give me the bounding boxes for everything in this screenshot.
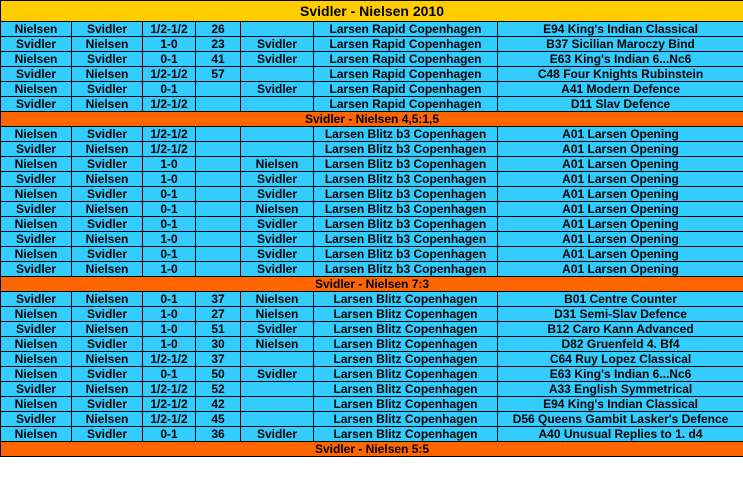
white-cell: Nielsen [1,427,72,442]
white-cell: Nielsen [1,307,72,322]
black-cell: Nielsen [72,412,143,427]
white-cell: Nielsen [1,187,72,202]
moves-cell [196,127,241,142]
winner-cell [241,352,314,367]
event-cell: Larsen Rapid Copenhagen [314,82,498,97]
winner-cell: Svidler [241,322,314,337]
white-cell: Nielsen [1,22,72,37]
table-row [1,142,743,157]
result-cell: 1-0 [143,232,196,247]
white-cell: Svidler [1,412,72,427]
winner-cell [241,22,314,37]
opening-cell: B37 Sicilian Maroczy Bind [498,37,743,52]
moves-cell [196,142,241,157]
winner-cell: Nielsen [241,202,314,217]
event-cell: Larsen Blitz Copenhagen [314,352,498,367]
winner-cell: Svidler [241,427,314,442]
black-cell: Nielsen [72,352,143,367]
result-cell: 1/2-1/2 [143,412,196,427]
event-cell: Larsen Blitz b3 Copenhagen [314,262,498,277]
result-cell: 1/2-1/2 [143,352,196,367]
moves-cell [196,217,241,232]
moves-cell: 42 [196,397,241,412]
winner-cell: Svidler [241,262,314,277]
winner-cell [241,67,314,82]
black-cell: Nielsen [72,232,143,247]
table-row [1,217,743,232]
black-cell: Svidler [72,187,143,202]
moves-cell [196,232,241,247]
table-row [1,157,743,172]
opening-cell: A01 Larsen Opening [498,247,743,262]
white-cell: Nielsen [1,127,72,142]
event-cell: Larsen Rapid Copenhagen [314,97,498,112]
table-row [1,382,743,397]
white-cell: Nielsen [1,367,72,382]
moves-cell: 41 [196,52,241,67]
black-cell: Nielsen [72,37,143,52]
winner-cell: Svidler [241,217,314,232]
result-cell: 0-1 [143,82,196,97]
moves-cell [196,172,241,187]
moves-cell: 27 [196,307,241,322]
black-cell: Nielsen [72,322,143,337]
moves-cell: 36 [196,427,241,442]
black-cell: Nielsen [72,202,143,217]
result-cell: 1/2-1/2 [143,397,196,412]
opening-cell: E94 King's Indian Classical [498,397,743,412]
black-cell: Nielsen [72,262,143,277]
winner-cell: Nielsen [241,157,314,172]
opening-cell: C48 Four Knights Rubinstein [498,67,743,82]
white-cell: Nielsen [1,247,72,262]
winner-cell: Nielsen [241,337,314,352]
result-cell: 1/2-1/2 [143,382,196,397]
opening-cell: D56 Queens Gambit Lasker's Defence [498,412,743,427]
opening-cell: A01 Larsen Opening [498,262,743,277]
result-cell: 0-1 [143,187,196,202]
event-cell: Larsen Blitz Copenhagen [314,397,498,412]
black-cell: Svidler [72,427,143,442]
winner-cell: Svidler [241,172,314,187]
event-cell: Larsen Rapid Copenhagen [314,67,498,82]
white-cell: Svidler [1,232,72,247]
opening-cell: A41 Modern Defence [498,82,743,97]
opening-cell: A33 English Symmetrical [498,382,743,397]
result-cell: 0-1 [143,247,196,262]
event-cell: Larsen Blitz b3 Copenhagen [314,187,498,202]
event-cell: Larsen Blitz Copenhagen [314,292,498,307]
moves-cell: 26 [196,22,241,37]
table-row [1,337,743,352]
winner-cell: Svidler [241,247,314,262]
table-title: Svidler - Nielsen 2010 [1,1,743,22]
opening-cell: A01 Larsen Opening [498,127,743,142]
result-cell: 1/2-1/2 [143,97,196,112]
white-cell: Nielsen [1,337,72,352]
opening-cell: A01 Larsen Opening [498,142,743,157]
winner-cell [241,397,314,412]
black-cell: Svidler [72,337,143,352]
opening-cell: C64 Ruy Lopez Classical [498,352,743,367]
opening-cell: A01 Larsen Opening [498,202,743,217]
white-cell: Svidler [1,67,72,82]
result-cell: 1-0 [143,37,196,52]
moves-cell: 37 [196,352,241,367]
event-cell: Larsen Blitz Copenhagen [314,307,498,322]
event-cell: Larsen Blitz b3 Copenhagen [314,202,498,217]
event-cell: Larsen Blitz b3 Copenhagen [314,232,498,247]
table-row [1,232,743,247]
table-row [1,307,743,322]
table-row [1,427,743,442]
winner-cell: Svidler [241,367,314,382]
moves-cell [196,187,241,202]
winner-cell [241,127,314,142]
event-cell: Larsen Blitz b3 Copenhagen [314,172,498,187]
moves-cell [196,82,241,97]
event-cell: Larsen Rapid Copenhagen [314,37,498,52]
summary-row [1,442,743,457]
table-row [1,37,743,52]
opening-cell: A40 Unusual Replies to 1. d4 [498,427,743,442]
table-row [1,52,743,67]
opening-cell: B01 Centre Counter [498,292,743,307]
opening-cell: D31 Semi-Slav Defence [498,307,743,322]
moves-cell [196,202,241,217]
event-cell: Larsen Blitz Copenhagen [314,322,498,337]
table-row [1,127,743,142]
black-cell: Svidler [72,22,143,37]
winner-cell: Svidler [241,82,314,97]
black-cell: Nielsen [72,292,143,307]
black-cell: Nielsen [72,97,143,112]
result-cell: 0-1 [143,292,196,307]
opening-cell: A01 Larsen Opening [498,232,743,247]
moves-cell: 57 [196,67,241,82]
result-cell: 1/2-1/2 [143,67,196,82]
opening-cell: D82 Gruenfeld 4. Bf4 [498,337,743,352]
table-row [1,22,743,37]
event-cell: Larsen Blitz Copenhagen [314,412,498,427]
winner-cell [241,97,314,112]
white-cell: Nielsen [1,217,72,232]
winner-cell: Nielsen [241,292,314,307]
table-row [1,412,743,427]
event-cell: Larsen Blitz Copenhagen [314,337,498,352]
section-summary: Svidler - Nielsen 4,5:1,5 [1,112,743,127]
white-cell: Nielsen [1,352,72,367]
event-cell: Larsen Blitz Copenhagen [314,427,498,442]
title-row [1,1,743,22]
opening-cell: B12 Caro Kann Advanced [498,322,743,337]
table-row [1,172,743,187]
black-cell: Svidler [72,157,143,172]
black-cell: Svidler [72,397,143,412]
black-cell: Nielsen [72,142,143,157]
white-cell: Svidler [1,142,72,157]
white-cell: Svidler [1,382,72,397]
opening-cell: E94 King's Indian Classical [498,22,743,37]
table-row [1,202,743,217]
event-cell: Larsen Blitz Copenhagen [314,382,498,397]
result-cell: 0-1 [143,217,196,232]
winner-cell [241,142,314,157]
black-cell: Svidler [72,217,143,232]
white-cell: Nielsen [1,82,72,97]
opening-cell: A01 Larsen Opening [498,157,743,172]
white-cell: Svidler [1,97,72,112]
black-cell: Svidler [72,127,143,142]
moves-cell: 52 [196,382,241,397]
event-cell: Larsen Blitz Copenhagen [314,367,498,382]
opening-cell: E63 King's Indian 6...Nc6 [498,367,743,382]
black-cell: Nielsen [72,382,143,397]
black-cell: Svidler [72,367,143,382]
event-cell: Larsen Rapid Copenhagen [314,52,498,67]
result-cell: 0-1 [143,367,196,382]
white-cell: Svidler [1,37,72,52]
moves-cell [196,157,241,172]
event-cell: Larsen Blitz b3 Copenhagen [314,217,498,232]
winner-cell: Nielsen [241,307,314,322]
event-cell: Larsen Rapid Copenhagen [314,22,498,37]
table-row [1,187,743,202]
opening-cell: A01 Larsen Opening [498,172,743,187]
result-cell: 1/2-1/2 [143,22,196,37]
section-summary: Svidler - Nielsen 5:5 [1,442,743,457]
white-cell: Svidler [1,262,72,277]
white-cell: Svidler [1,202,72,217]
winner-cell: Svidler [241,37,314,52]
white-cell: Nielsen [1,52,72,67]
summary-row [1,277,743,292]
white-cell: Nielsen [1,157,72,172]
table-row [1,322,743,337]
result-cell: 1-0 [143,307,196,322]
table-row [1,292,743,307]
table-row [1,367,743,382]
black-cell: Svidler [72,52,143,67]
event-cell: Larsen Blitz b3 Copenhagen [314,142,498,157]
moves-cell [196,247,241,262]
white-cell: Svidler [1,292,72,307]
white-cell: Svidler [1,172,72,187]
result-cell: 1-0 [143,262,196,277]
winner-cell [241,382,314,397]
result-cell: 1-0 [143,172,196,187]
event-cell: Larsen Blitz b3 Copenhagen [314,247,498,262]
table-row [1,82,743,97]
section-summary: Svidler - Nielsen 7:3 [1,277,743,292]
table-row [1,262,743,277]
result-cell: 1-0 [143,322,196,337]
table-row [1,97,743,112]
winner-cell: Svidler [241,232,314,247]
moves-cell: 50 [196,367,241,382]
black-cell: Svidler [72,82,143,97]
black-cell: Nielsen [72,172,143,187]
moves-cell: 30 [196,337,241,352]
summary-row [1,112,743,127]
winner-cell: Svidler [241,187,314,202]
moves-cell [196,97,241,112]
event-cell: Larsen Blitz b3 Copenhagen [314,127,498,142]
opening-cell: D11 Slav Defence [498,97,743,112]
opening-cell: A01 Larsen Opening [498,217,743,232]
winner-cell: Svidler [241,52,314,67]
table-row [1,352,743,367]
white-cell: Nielsen [1,397,72,412]
result-cell: 0-1 [143,52,196,67]
moves-cell: 23 [196,37,241,52]
moves-cell [196,262,241,277]
black-cell: Nielsen [72,67,143,82]
opening-cell: E63 King's Indian 6...Nc6 [498,52,743,67]
table-row [1,247,743,262]
moves-cell: 37 [196,292,241,307]
table-row [1,67,743,82]
table-row [1,397,743,412]
result-cell: 1/2-1/2 [143,127,196,142]
result-cell: 0-1 [143,427,196,442]
opening-cell: A01 Larsen Opening [498,187,743,202]
moves-cell: 51 [196,322,241,337]
moves-cell: 45 [196,412,241,427]
result-cell: 1-0 [143,337,196,352]
black-cell: Svidler [72,307,143,322]
winner-cell [241,412,314,427]
result-cell: 0-1 [143,202,196,217]
black-cell: Svidler [72,247,143,262]
event-cell: Larsen Blitz b3 Copenhagen [314,157,498,172]
result-cell: 1/2-1/2 [143,142,196,157]
white-cell: Svidler [1,322,72,337]
result-cell: 1-0 [143,157,196,172]
